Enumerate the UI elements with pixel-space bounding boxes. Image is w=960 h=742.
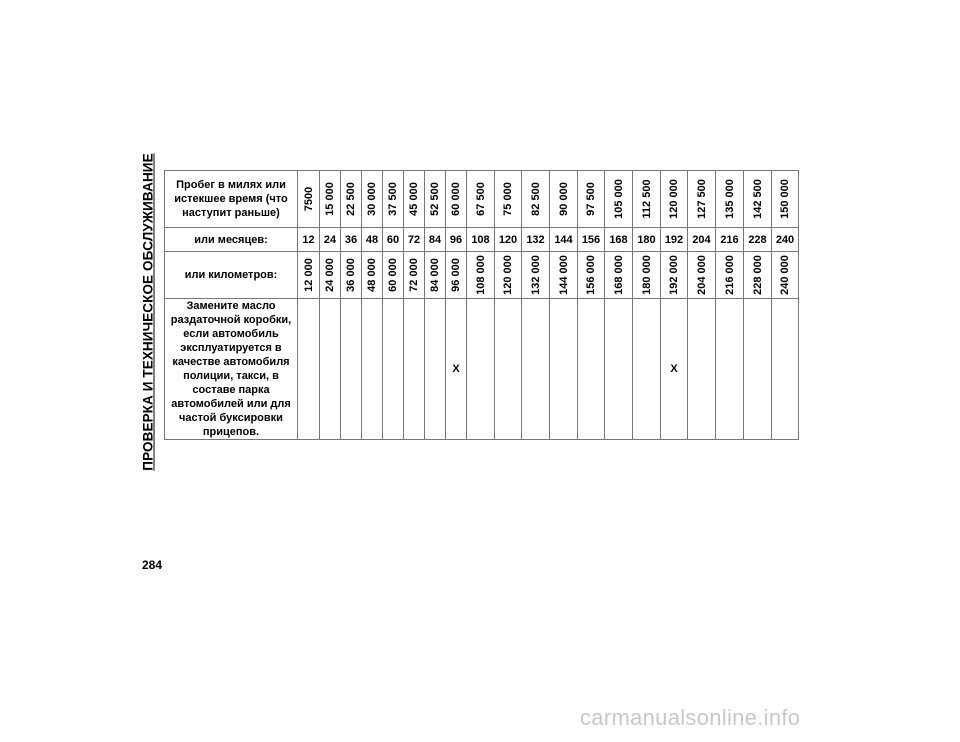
task-mark-cell (341, 299, 362, 440)
km-cell (633, 252, 661, 299)
miles-value: 75 000 (502, 182, 514, 216)
miles-cell (550, 171, 578, 228)
months-cell: 144 (550, 228, 578, 252)
miles-cell (404, 171, 425, 228)
miles-value: 30 000 (366, 182, 378, 216)
miles-header: Пробег в милях или истекшее время (что наступит раньше) (165, 171, 298, 228)
task-mark-cell (550, 299, 578, 440)
km-value: 36 000 (345, 258, 357, 292)
task-mark-cell (425, 299, 446, 440)
km-cell (320, 252, 341, 299)
miles-value: 127 500 (695, 179, 708, 219)
months-cell: 48 (362, 228, 383, 252)
task-mark-cell (298, 299, 320, 440)
km-cell (298, 252, 320, 299)
section-title (137, 153, 159, 471)
months-cell: 24 (320, 228, 341, 252)
task-mark-cell (605, 299, 633, 440)
miles-cell (425, 171, 446, 228)
miles-value: 135 000 (723, 179, 736, 219)
task-mark-cell (578, 299, 605, 440)
section-title-text: ПРОВЕРКА И ТЕХНИЧЕСКОЕ ОБСЛУЖИВАНИЕ (140, 153, 156, 471)
task-mark-cell (320, 299, 341, 440)
miles-cell (772, 171, 799, 228)
km-value: 216 000 (723, 255, 736, 295)
km-header: или километров: (165, 252, 298, 299)
months-cell: 120 (495, 228, 522, 252)
task-mark-cell (633, 299, 661, 440)
months-cell: 228 (744, 228, 772, 252)
page-number: 284 (142, 558, 163, 572)
task-mark-cell: X (661, 299, 688, 440)
km-value: 132 000 (529, 255, 542, 295)
miles-value: 97 500 (585, 182, 597, 216)
km-value: 60 000 (387, 258, 399, 292)
months-row (165, 228, 799, 252)
miles-value: 60 000 (450, 182, 462, 216)
miles-cell (341, 171, 362, 228)
miles-cell (605, 171, 633, 228)
months-cell: 36 (341, 228, 362, 252)
task-mark-cell (383, 299, 404, 440)
km-value: 228 000 (751, 255, 764, 295)
miles-value: 52 500 (429, 182, 441, 216)
months-cell: 216 (716, 228, 744, 252)
km-value: 24 000 (324, 258, 336, 292)
months-cell: 156 (578, 228, 605, 252)
km-value: 180 000 (640, 255, 653, 295)
miles-cell (744, 171, 772, 228)
miles-value: 150 000 (779, 179, 791, 219)
km-value: 240 000 (779, 255, 791, 295)
miles-cell (446, 171, 467, 228)
months-cell: 204 (688, 228, 716, 252)
task-mark-cell (404, 299, 425, 440)
km-cell (772, 252, 799, 299)
months-cell: 108 (467, 228, 495, 252)
months-cell: 192 (661, 228, 688, 252)
miles-cell (633, 171, 661, 228)
maintenance-schedule-table (164, 170, 799, 440)
miles-value: 82 500 (529, 182, 542, 216)
task-mark-cell (716, 299, 744, 440)
km-cell (341, 252, 362, 299)
km-cell (522, 252, 550, 299)
km-cell (495, 252, 522, 299)
miles-value: 67 500 (474, 182, 487, 216)
miles-cell (467, 171, 495, 228)
km-value: 84 000 (429, 258, 441, 292)
km-cell (744, 252, 772, 299)
miles-value: 37 500 (387, 182, 399, 216)
miles-value: 22 500 (345, 182, 357, 216)
task-mark-cell (495, 299, 522, 440)
km-value: 12 000 (302, 258, 315, 292)
km-cell (550, 252, 578, 299)
km-cell (467, 252, 495, 299)
km-row (165, 252, 799, 299)
months-cell: 180 (633, 228, 661, 252)
miles-cell (320, 171, 341, 228)
task-mark-cell: X (446, 299, 467, 440)
months-cell: 72 (404, 228, 425, 252)
months-cell: 240 (772, 228, 799, 252)
task-mark-cell (688, 299, 716, 440)
miles-cell (362, 171, 383, 228)
miles-value: 7500 (302, 186, 315, 212)
watermark: carmanualsonline.info (580, 705, 801, 730)
months-header: или месяцев: (165, 228, 298, 252)
km-cell (362, 252, 383, 299)
km-value: 168 000 (612, 255, 625, 295)
miles-cell (298, 171, 320, 228)
months-cell: 168 (605, 228, 633, 252)
miles-cell (661, 171, 688, 228)
task-mark-cell (744, 299, 772, 440)
months-cell: 96 (446, 228, 467, 252)
km-value: 204 000 (695, 255, 708, 295)
miles-cell (688, 171, 716, 228)
miles-value: 45 000 (408, 182, 420, 216)
months-cell: 132 (522, 228, 550, 252)
km-value: 108 000 (474, 255, 487, 295)
km-cell (716, 252, 744, 299)
task-row (165, 299, 799, 440)
miles-value: 142 500 (751, 179, 764, 219)
miles-row (165, 171, 799, 228)
km-cell (425, 252, 446, 299)
km-cell (661, 252, 688, 299)
miles-value: 112 500 (640, 179, 653, 219)
miles-value: 90 000 (557, 182, 570, 216)
miles-value: 120 000 (668, 179, 680, 219)
task-mark-cell (467, 299, 495, 440)
km-value: 192 000 (668, 255, 680, 295)
miles-cell (716, 171, 744, 228)
km-value: 156 000 (585, 255, 597, 295)
task-mark-cell (522, 299, 550, 440)
km-value: 144 000 (557, 255, 570, 295)
km-cell (383, 252, 404, 299)
km-cell (404, 252, 425, 299)
km-cell (605, 252, 633, 299)
task-mark-cell (362, 299, 383, 440)
months-cell: 84 (425, 228, 446, 252)
km-cell (578, 252, 605, 299)
miles-value: 105 000 (612, 179, 625, 219)
task-description: Замените масло раздаточной коробки, если автомобиль эксплуатируется в качестве автомобиля полиции, такси, в составе парка автомобилей или для частой буксировки прицепов. (165, 299, 298, 440)
km-value: 120 000 (502, 255, 514, 295)
km-value: 96 000 (450, 258, 462, 292)
miles-cell (522, 171, 550, 228)
miles-cell (578, 171, 605, 228)
months-cell: 60 (383, 228, 404, 252)
miles-value: 15 000 (324, 182, 336, 216)
miles-cell (383, 171, 404, 228)
months-cell: 12 (298, 228, 320, 252)
km-cell (688, 252, 716, 299)
task-mark-cell (772, 299, 799, 440)
km-cell (446, 252, 467, 299)
miles-cell (495, 171, 522, 228)
km-value: 72 000 (408, 258, 420, 292)
km-value: 48 000 (366, 258, 378, 292)
